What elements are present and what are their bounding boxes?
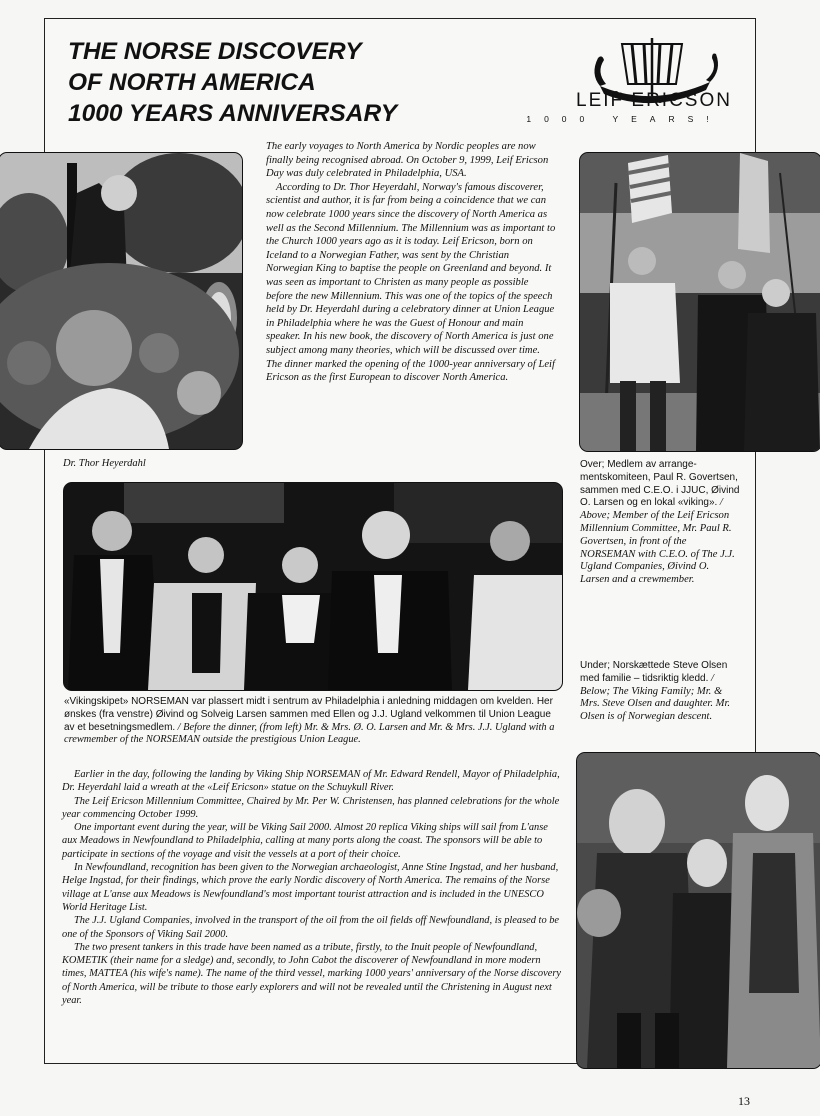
intro-paragraph: The early voyages to North America by Nordic peoples are now finally being recognised abroad. On October 9, 1999, Leif Ericson Day was duly celebrated in Philadelphia, USA. bbox=[266, 141, 549, 180]
body-paragraph: Earlier in the day, following the landing by Viking Ship NORSEMAN of Mr. Edward Rendell, Mayor of Philadelphia, Dr. Heyerdahl laid a wreath at the «Leif Ericson» statue on the Schuykull River. bbox=[62, 769, 560, 794]
viking-ship-logo-icon bbox=[560, 24, 744, 128]
caption-above-english: / Above; Member of the Leif Ericson Millennium Committee, Mr. Paul R. Govertsen, in front of the NORSEMAN with C.E.O. of The J.J. Ugland Companies, Øivind O. Larsen and a crewmember. bbox=[580, 497, 735, 586]
logo-name: LEIF ERICSON bbox=[576, 90, 732, 111]
caption-banquet-english: / Before the dinner, (from left) Mr. & Mrs. Ø. O. Larsen and Mr. & Mrs. J.J. Ugland with a crewmember of the NORSEMAN outside the prestigious Union League. bbox=[64, 721, 555, 746]
intro-text bbox=[266, 140, 556, 385]
body-paragraph: In Newfoundland, recognition has been given to the Norwegian archaeologist, Anne Stine Ingstad, and her husband, Helge Ingstad, for their findings, which prove the early Nordic discovery of North America. The remains of the Norse village at L'anse aux Meadows is Newfoundland's most important tourist attraction and is included in the UNESCO World Heritage List. bbox=[62, 862, 559, 913]
title-line-2: OF NORTH AMERICA bbox=[68, 69, 316, 96]
page-number: 13 bbox=[738, 1094, 750, 1108]
photo-heyerdahl bbox=[0, 152, 243, 450]
body-paragraph: The Leif Ericson Millennium Committee, Chaired by Mr. Per W. Christensen, has planned celebrations for the whole year commencing October 1999. bbox=[62, 795, 560, 820]
intro-paragraph: According to Dr. Thor Heyerdahl, Norway's famous discoverer, scientist and author, it is far from being a coincidence that we can now celebrate 1000 years since the discovery of North America as well as the Second Millennium. The Millennium was as important to the Church 1000 years ago as it is today. Leif Ericson, born on Iceland to a Norwegian Father, was sent by the Christian Norwegian King to baptise the people on Greenland and beyond. It was seen as important to Christen as many people as possible before the new Millennium. This was one of the topics of the speech held by Dr. Heyerdahl during a celebratory dinner at Union League in Philadelphia where he was the Guest of Honour and main speaker. In his new book, the discovery of North America is just one subject among many theories, which will be discussed over time. The dinner marked the opening of the 1000-year anniversary of Leif Ericson as the first European to discover North America. bbox=[266, 181, 556, 384]
caption-heyerdahl: Dr. Thor Heyerdahl bbox=[63, 458, 146, 469]
caption-above bbox=[580, 459, 740, 587]
caption-below-english: / Below; The Viking Family; Mr. & Mrs. Steve Olsen and daughter. Mr. Olsen is of Norwegian descent. bbox=[580, 672, 731, 723]
body-paragraph: The two present tankers in this trade have been named as a tribute, firstly, to the Inuit people of Newfoundland, KOMETIK (their name for a sledge) and, secondly, to John Cabot the discoverer of Newfoundland in more modern times, MATTEA (his wife's name). The name of the third vessel, marking 1000 years' anniversary of the Norse discovery of North America, will be tribute to those early explorers and will not be revealed until the Christening in August next year. bbox=[62, 941, 561, 1007]
caption-above-norwegian: Over; Medlem av arrange-mentskomiteen, Paul R. Govertsen, sammen med C.E.O. i JJUC, Øivind O. Larsen og en lokal «viking». bbox=[580, 459, 740, 509]
body-paragraph: The J.J. Ugland Companies, involved in the transport of the oil from the oil fields off Newfoundland, is pleased to be one of the Sponsors of Viking Sail 2000. bbox=[62, 915, 560, 940]
body-text bbox=[62, 768, 562, 1007]
caption-banquet bbox=[64, 696, 558, 747]
photo-viking-family bbox=[576, 752, 820, 1069]
caption-below bbox=[580, 660, 740, 724]
photo-banquet bbox=[63, 482, 563, 691]
caption-banquet-norwegian: «Vikingskipet» NORSEMAN var plassert midt i sentrum av Philadelphia i anledning middagen om kvelden. Her ønskes (fra venstre) Øivind og Solveig Larsen sammen med Ellen og J.J. Ugland velkommen til Union League av et besetningsmedlem. bbox=[64, 696, 553, 733]
title-line-1: THE NORSE DISCOVERY bbox=[68, 38, 362, 65]
body-paragraph: One important event during the year, will be Viking Sail 2000. Almost 20 replica Viking ships will sail from L'anse aux Meadows in Newfoundland to Philadelphia, calling at many ports along the coast. The sponsors will be able to participate in sections of the voyage and visit the vessels at a port of their choice. bbox=[62, 822, 548, 860]
title-line-3: 1000 YEARS ANNIVERSARY bbox=[68, 100, 398, 127]
logo-subtitle: 1000 YEARS! bbox=[526, 114, 722, 124]
photo-norseman-committee bbox=[579, 152, 820, 452]
page-title bbox=[68, 36, 448, 129]
caption-below-norwegian: Under; Norskættede Steve Olsen med familie – tidsriktig kledd. bbox=[580, 660, 728, 684]
